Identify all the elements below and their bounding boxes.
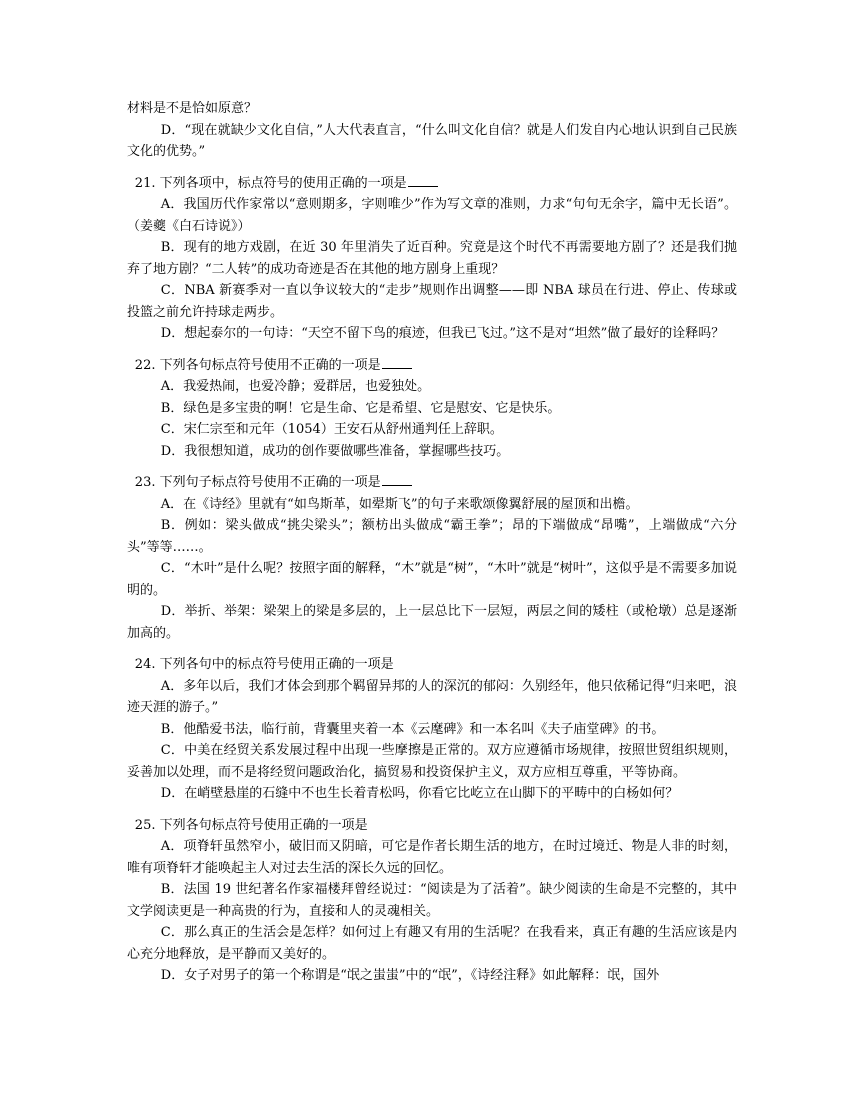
option-d: D．在峭壁悬崖的石缝中不也生长着青松吗，你看它比屹立在山脚下的平畴中的白杨如何？ [160,786,679,801]
option-c: C．“木叶”是什么呢？按照字面的解释，“木”就是“树”，“木叶”就是“树叶”，这似乎是不需要多加说明的。 [127,561,737,598]
question-stem-text: 25. 下列各句标点符号使用正确的一项是 [134,817,368,833]
option-a: A．多年以后，我们才体会到那个羁留异邦的人的深沉的郁闷：久别经年，他只依稀记得“归来吧，浪迹天涯的游子。” [127,678,737,715]
option-b: B．绿色是多宝贵的啊！它是生命、它是希望、它是慰安、它是快乐。 [160,400,561,416]
option-b: B．例如：梁头做成“挑尖梁头”；额枋出头做成“霸王拳”；昂的下端做成“昂嘴”，上端做成“六分头”等等……。 [127,518,737,555]
option-a: A．我国历代作家常以“意则期多，字则唯少”作为写文章的准则，力求“句句无余字，篇中无长语”。（姜夔《白石诗说》） [127,197,737,234]
continued-text: 材料是不是恰如原意？ [127,101,258,116]
question-stem-text: 22. 下列各句标点符号使用不正确的一项是 [134,357,381,373]
option-c: C．NBA 新赛季对一直以争议较大的“走步”规则作出调整——即 NBA 球员在行进、停止、传球或投篮之前允许持球走两步。 [127,283,737,320]
question-stem [127,654,737,676]
question-stem-text: 21. 下列各项中，标点符号的使用正确的一项是 [134,175,407,191]
question-22 [127,355,737,463]
question-stem-text: 24. 下列各句中的标点符号使用正确的一项是 [134,657,394,672]
option-d: D．举折、举架：梁架上的梁是多层的，上一层总比下一层短，两层之间的矮柱（或枪墩）总是逐渐加高的。 [127,604,737,641]
option-d-previous: D．“现在就缺少文化自信，”人大代表直言，“什么叫文化自信？就是人们发自内心地认识到自己民族文化的优势。” [127,122,737,159]
option-a: A．项脊轩虽然窄小，破旧而又阴暗，可它是作者长期生活的地方，在时过境迁、物是人非的时刻，唯有项脊轩才能唤起主人对过去生活的深长久远的回忆。 [127,839,737,876]
question-23 [127,472,737,644]
option-b: B．他酷爱书法，临行前，背囊里夹着一本《云麾碑》和一本名叫《夫子庙堂碑》的书。 [160,721,665,737]
question-stem-text: 23. 下列句子标点符号使用不正确的一项是 [134,475,381,490]
question-stem [127,173,737,195]
question-21 [127,173,737,345]
question-24 [127,654,737,805]
option-b: B．现有的地方戏剧，在近 30 年里消失了近百种。究竟是这个时代不再需要地方剧了？还是我们抛弃了地方剧？“二人转”的成功奇迹是否在其他的地方剧身上重现？ [127,240,737,277]
question-25 [127,815,737,987]
option-d: D．我很想知道，成功的创作要做哪些准备，掌握哪些技巧。 [160,443,510,459]
option-b: B．法国 19 世纪著名作家福楼拜曾经说过：“阅读是为了活着”。缺少阅读的生命是不完整的，其中文学阅读更是一种高贵的行为，直接和人的灵魂相关。 [127,882,737,919]
document-page [127,98,737,987]
answer-blank [382,355,412,369]
option-a: A．在《诗经》里就有“如鸟斯革，如翚斯飞”的句子来歌颂像翼舒展的屋顶和出檐。 [160,496,639,512]
question-list [127,173,737,987]
option-d: D．想起泰尔的一句诗：“天空不留下鸟的痕迹，但我已飞过。”这不是对“坦然”做了最好的诠释吗？ [160,326,725,341]
option-c: C．宋仁宗至和元年（1054）王安石从舒州通判任上辞职。 [160,422,503,437]
option-a: A．我爱热闹，也爱冷静；爱群居，也爱独处。 [160,379,431,394]
option-c: C．中美在经贸关系发展过程中出现一些摩擦是正常的。双方应遵循市场规律，按照世贸组织规则，妥善加以处理，而不是将经贸问题政治化，搞贸易和投资保护主义，双方应相互尊重，平等协商。 [127,743,737,780]
question-stem [127,355,737,377]
option-c: C．那么真正的生活会是怎样？如何过上有趣又有用的生活呢？在我看来，真正有趣的生活应该是内心充分地释放，是平静而又美好的。 [127,925,737,962]
question-stem [127,815,737,837]
answer-blank [408,173,438,187]
option-d: D．女子对男子的第一个称谓是“氓之蚩蚩”中的“氓”，《诗经注释》如此解释：氓，国外 [160,968,660,983]
answer-blank [382,472,412,486]
question-stem [127,472,737,494]
